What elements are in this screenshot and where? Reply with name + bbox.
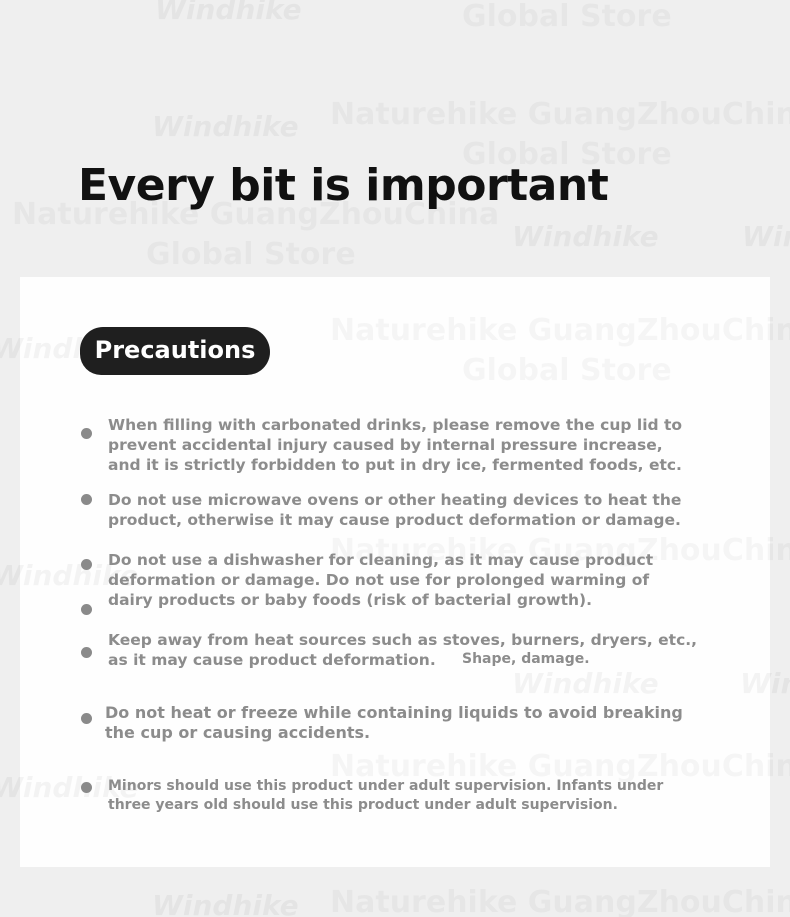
precaution-line: Do not heat or freeze while containing liquids to avoid breaking [105,703,683,722]
precaution-line: prevent accidental injury caused by internal pressure increase, [108,436,663,454]
watermark-brand [330,100,790,130]
precaution-item [105,703,683,743]
precaution-line: Minors should use this product under adult supervision. Infants under [108,778,664,794]
bullet-dot [81,428,92,439]
watermark-store [146,240,356,270]
watermark-logo [740,670,790,698]
watermark-store [462,356,672,386]
precaution-line: as it may cause product deformation. [108,651,436,669]
watermark-logo [152,113,299,141]
precaution-line: three years old should use this product under adult supervision. [108,797,618,813]
bullet-dot [81,604,92,615]
watermark-logo [512,223,659,251]
watermark-logo [155,0,302,24]
bullet-dot [81,494,92,505]
watermark-brand [330,888,790,917]
precaution-item [108,490,681,530]
precautions-badge: Precautions [80,327,270,375]
precaution-line: product, otherwise it may cause product deformation or damage. [108,511,681,529]
precaution-line: Do not use a dishwasher for cleaning, as it may cause product [108,551,654,569]
precaution-line: When filling with carbonated drinks, please remove the cup lid to [108,416,683,434]
precaution-item [108,630,697,670]
watermark-store [462,2,672,32]
precaution-item [108,550,653,610]
precaution-line: the cup or causing accidents. [105,723,371,742]
precaution-line: and it is strictly forbidden to put in dry ice, fermented foods, etc. [108,456,682,474]
bullet-dot [81,713,92,724]
watermark-logo [152,892,299,917]
precaution-line: deformation or damage. Do not use for prolonged warming of [108,571,650,589]
precaution-item [108,777,663,815]
watermark-brand [330,316,790,346]
precaution-line: Do not use microwave ovens or other heating devices to heat the [108,491,682,509]
bullet-dot [81,647,92,658]
precaution-item [108,415,682,475]
precaution-note: Shape, damage. [462,651,590,667]
watermark-logo [742,223,790,251]
bullet-dot [81,782,92,793]
bullet-dot [81,559,92,570]
precaution-line: Keep away from heat sources such as stoves, burners, dryers, etc., [108,631,698,649]
watermark-logo [512,670,659,698]
page-title: Every bit is important [78,160,609,211]
precaution-line: dairy products or baby foods (risk of bacterial growth). [108,591,593,609]
